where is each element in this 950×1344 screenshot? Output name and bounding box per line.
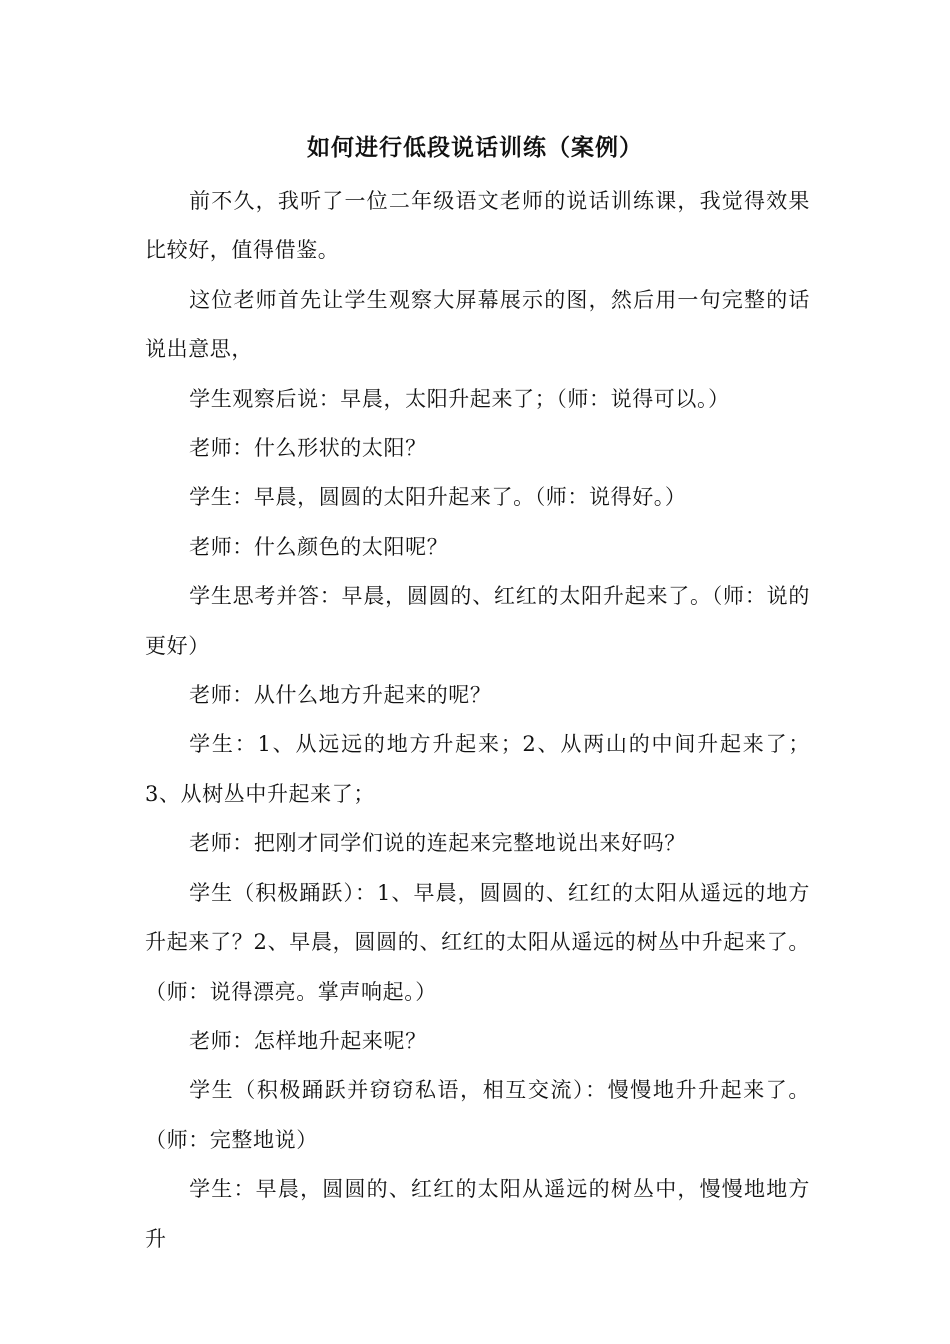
paragraph: 学生：1、从远远的地方升起来；2、从两山的中间升起来了；3、从树丛中升起来了； [145, 732, 810, 806]
paragraph: 前不久，我听了一位二年级语文老师的说话训练课，我觉得效果比较好，值得借鉴。 [145, 189, 810, 263]
paragraph: 老师：什么形状的太阳？ [189, 436, 427, 461]
paragraph: 学生（积极踊跃）：1、早晨，圆圆的、红红的太阳从遥远的地方升起来了？2、早晨，圆圆的、红红的太阳从遥远的树丛中升起来了。（师：说得漂亮。掌声响起。） [145, 880, 810, 1004]
paragraph: 老师：怎样地升起来呢？ [189, 1028, 427, 1053]
paragraph: 老师：从什么地方升起来的呢？ [189, 683, 492, 708]
paragraph: 学生观察后说：早晨，太阳升起来了；（师：说得可以。） [189, 386, 730, 411]
paragraph: 学生思考并答：早晨，圆圆的、红红的太阳升起来了。（师：说的更好） [145, 584, 810, 658]
paragraph: 老师：什么颜色的太阳呢？ [189, 534, 449, 559]
paragraph: 学生：早晨，圆圆的、红红的太阳从遥远的树丛中，慢慢地地方升 [145, 1177, 810, 1251]
paragraph: 学生：早晨，圆圆的太阳升起来了。（师：说得好。） [189, 485, 687, 510]
paragraph: 学生（积极踊跃并窃窃私语，相互交流）：慢慢地升升起来了。（师：完整地说） [145, 1078, 810, 1152]
paragraph: 这位老师首先让学生观察大屏幕展示的图，然后用一句完整的话说出意思， [145, 287, 810, 362]
document-title: 如何进行低段说话训练（案例） [307, 134, 643, 161]
document-body [145, 177, 810, 1264]
paragraph: 老师：把刚才同学们说的连起来完整地说出来好吗？ [189, 831, 686, 856]
